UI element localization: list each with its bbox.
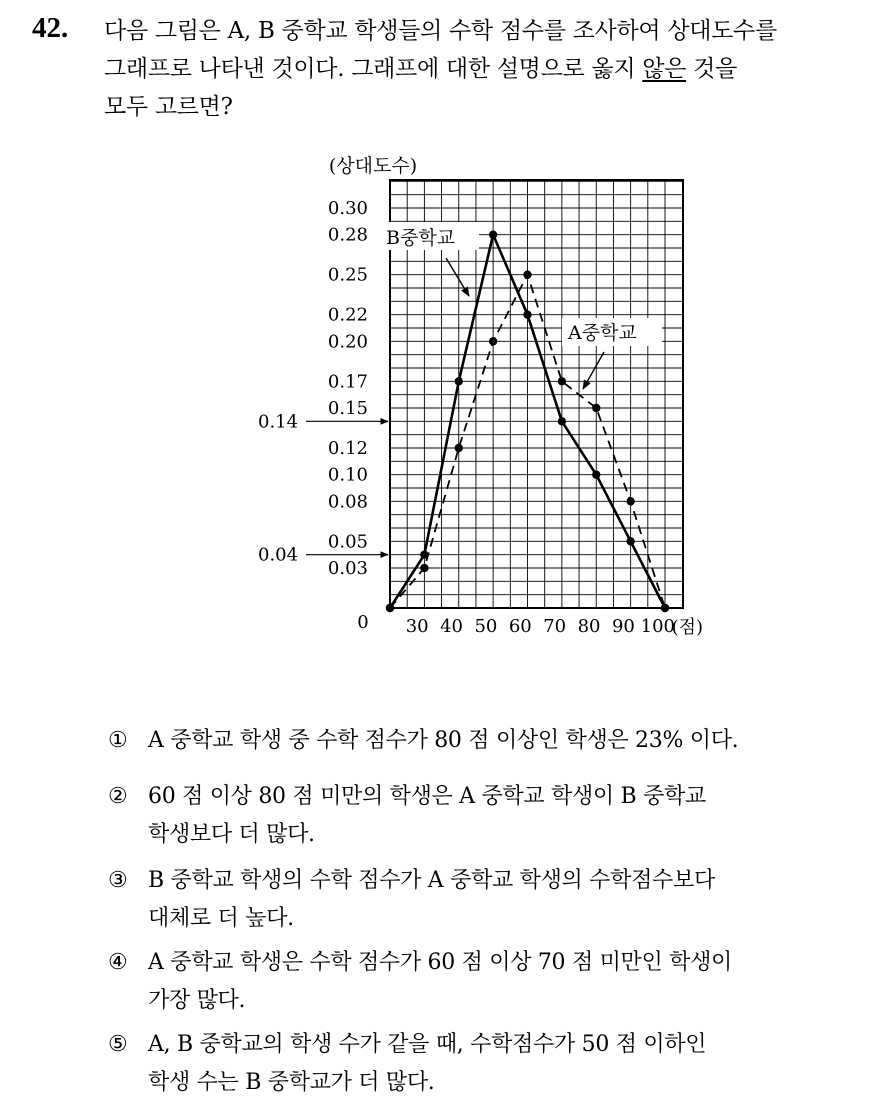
series-b-point <box>626 537 634 545</box>
series-a-point <box>489 337 497 345</box>
y-tick-label: 0.28 <box>327 224 368 246</box>
x-tick-label: 60 <box>508 616 532 637</box>
series-b-point <box>420 550 428 558</box>
choice-5-mark: ⑤ <box>108 1032 128 1057</box>
series-a-point <box>626 497 634 505</box>
choice-2-mark: ② <box>108 784 128 809</box>
stem-emphasis-not: 않은 <box>642 56 687 82</box>
x-tick-label: 80 <box>577 616 601 637</box>
x-tick-label: 50 <box>474 616 498 637</box>
choice-2-text-1: 60 점 이상 80 점 미만의 학생은 A 중학교 학생이 B 중학교 <box>148 784 706 809</box>
y-axis-label: (상대도수) <box>328 155 418 177</box>
series-a-point <box>592 404 600 412</box>
series-b-point <box>592 470 600 478</box>
series-b-point <box>661 604 669 612</box>
y-tick-label: 0.08 <box>327 491 368 513</box>
x-axis-label: (점) <box>671 617 703 638</box>
choice-4-mark: ④ <box>108 950 128 975</box>
series-b-label-arrow <box>446 258 469 296</box>
question-number: 42. <box>32 12 69 44</box>
arrow-value-label: 0.04 <box>258 544 299 566</box>
series-b-point <box>523 310 531 318</box>
x-tick-label: 100 <box>640 616 675 637</box>
x-tick-label: 90 <box>611 616 635 637</box>
origin-label: 0 <box>357 612 369 633</box>
series-a-label: A중학교 <box>568 322 637 344</box>
stem-line-2-text: 그래프로 나타낸 것이다. 그래프에 대한 설명으로 옳지 <box>104 56 643 82</box>
choice-1[interactable] <box>108 722 738 760</box>
y-tick-label: 0.25 <box>327 264 368 286</box>
series-a-point <box>420 564 428 572</box>
x-tick-label: 70 <box>543 616 567 637</box>
series-b-point <box>489 230 497 238</box>
series-b-point <box>558 417 566 425</box>
y-tick-label: 0.20 <box>327 331 368 353</box>
choice-5-text-2: 학생 수는 B 중학교가 더 많다. <box>148 1070 435 1095</box>
stem-line-2-end: 것을 <box>686 56 737 82</box>
choice-5[interactable] <box>108 1026 706 1102</box>
choice-2-text-2: 학생보다 더 많다. <box>148 822 315 847</box>
y-tick-label: 0.22 <box>327 304 368 326</box>
y-tick-label: 0.12 <box>327 438 368 459</box>
y-tick-label: 0.30 <box>327 198 368 219</box>
series-a-label-arrow <box>583 352 604 389</box>
series-a-point <box>558 377 566 385</box>
y-tick-label: 0.10 <box>327 464 368 486</box>
x-tick-label: 40 <box>440 616 464 637</box>
choice-4-text-1: A 중학교 학생은 수학 점수가 60 점 이상 70 점 미만인 학생이 <box>148 950 732 975</box>
y-tick-label: 0.05 <box>327 531 368 553</box>
choice-3-text-2: 대체로 더 높다. <box>148 906 294 931</box>
choice-1-text: A 중학교 학생 중 수학 점수가 80 점 이상인 학생은 23% 이다. <box>148 728 739 753</box>
series-b-point <box>455 377 463 385</box>
choice-4[interactable] <box>108 944 732 1020</box>
stem-line-1: 다음 그림은 A, B 중학교 학생들의 수학 점수를 조사하여 상대도수를 <box>104 18 777 44</box>
y-tick-label: 0.03 <box>327 558 368 579</box>
choice-5-text-1: A, B 중학교의 학생 수가 같을 때, 수학점수가 50 점 이하인 <box>148 1032 707 1057</box>
x-tick-label: 30 <box>405 616 429 637</box>
arrow-value-label: 0.14 <box>258 411 299 433</box>
series-b-label: B중학교 <box>386 227 456 249</box>
series-a-point <box>455 444 463 452</box>
series-b-point <box>386 604 394 612</box>
choice-3[interactable] <box>108 862 715 938</box>
choice-3-mark: ③ <box>108 868 128 893</box>
stem-line-3: 모두 고르면? <box>104 94 233 120</box>
y-tick-label: 0.17 <box>327 371 368 393</box>
choice-4-text-2: 가장 많다. <box>148 988 246 1013</box>
choice-2[interactable] <box>108 778 706 854</box>
y-tick-label: 0.15 <box>327 398 368 419</box>
choice-1-mark: ① <box>108 728 128 753</box>
choice-3-text-1: B 중학교 학생의 수학 점수가 A 중학교 학생의 수학점수보다 <box>148 868 715 893</box>
series-a-point <box>523 270 531 278</box>
